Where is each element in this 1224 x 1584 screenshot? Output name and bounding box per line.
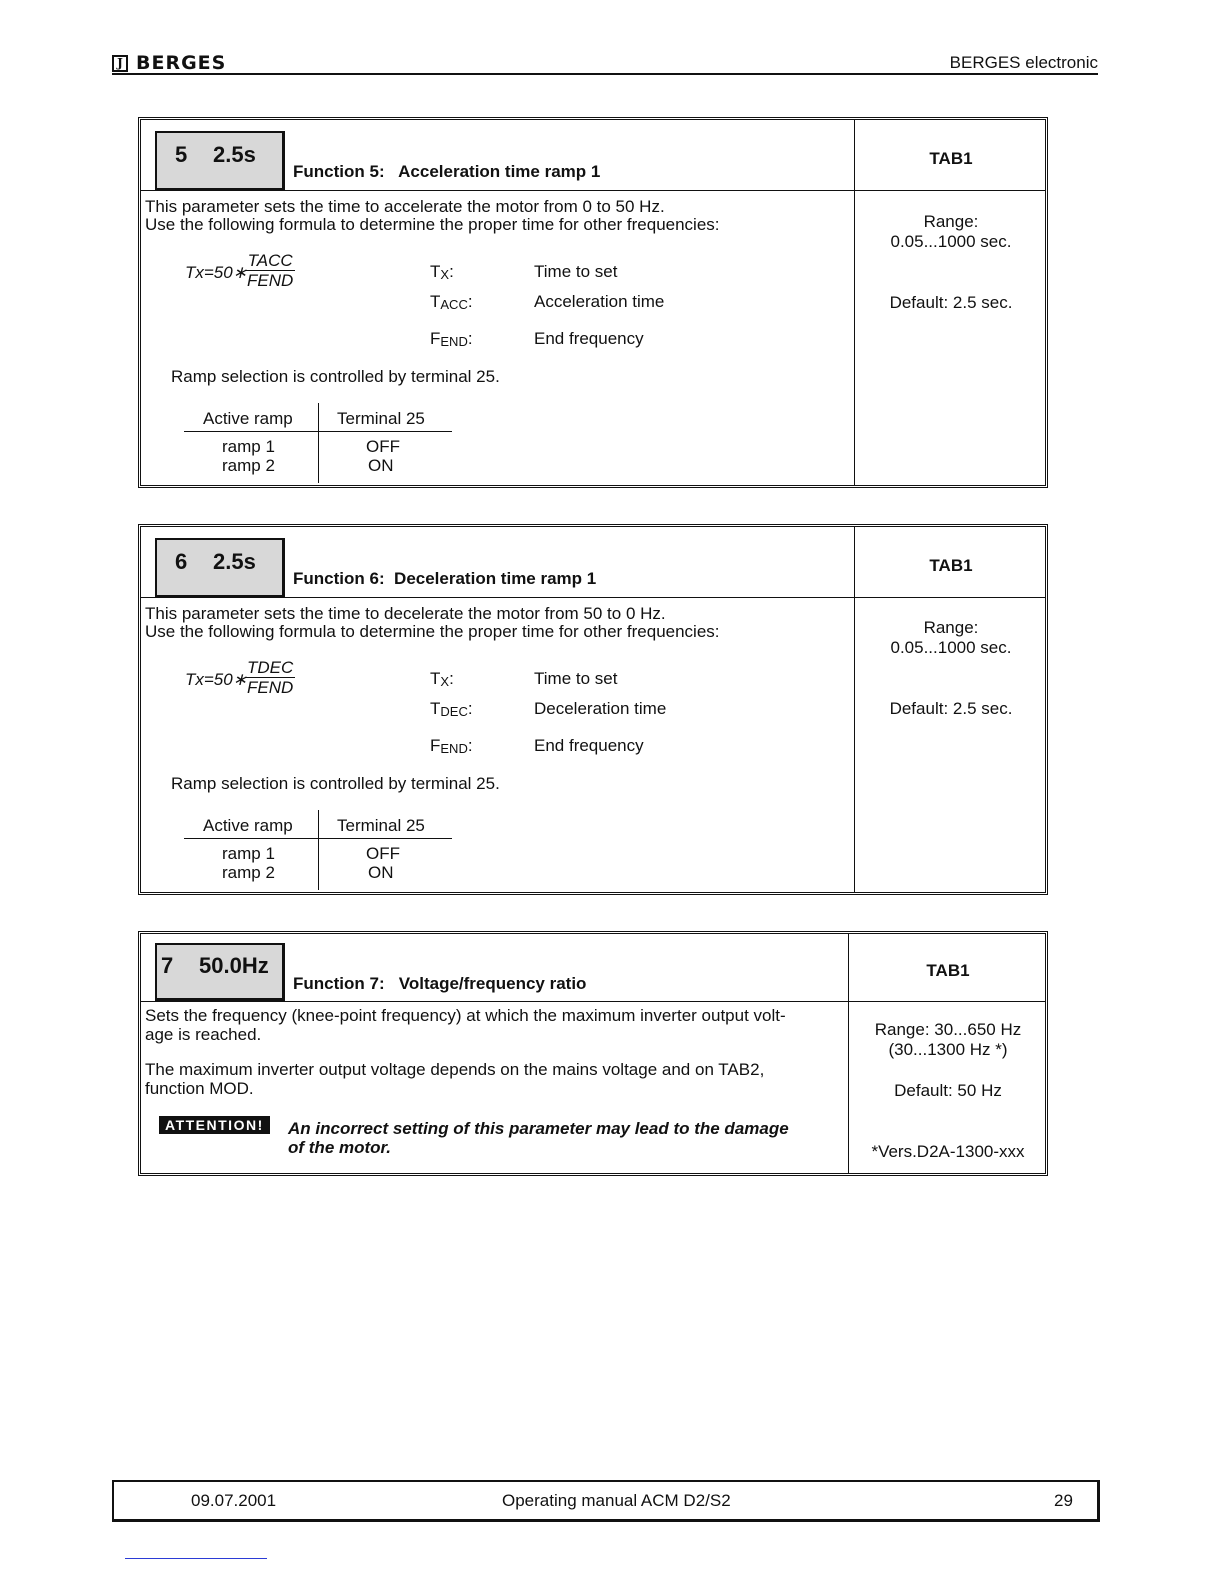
legend-text: Deceleration time	[534, 699, 667, 718]
function-5-block	[138, 117, 1048, 488]
ramp-table	[184, 810, 454, 892]
table-header: Terminal 25	[337, 816, 425, 835]
range-label: Range:	[923, 212, 979, 231]
ramp-note: Ramp selection is controlled by terminal 25.	[171, 367, 500, 386]
function-7-block	[138, 931, 1048, 1176]
formula-numerator: TACC	[245, 251, 295, 271]
parameter-number: 5	[175, 142, 188, 167]
formula-lhs: Tx=50∗	[185, 670, 247, 689]
header-rule	[112, 73, 1098, 75]
legend-symbol: $T_X$:	[430, 669, 454, 689]
legend-text: Time to set	[534, 262, 618, 281]
table-cell: ON	[368, 456, 394, 475]
legend-text: End frequency	[534, 736, 644, 755]
attention-badge: ATTENTION!	[159, 1116, 270, 1134]
parameter-display	[155, 943, 285, 1001]
berges-logo-icon: J	[112, 55, 128, 72]
legend-symbol: $T_{DEC}$:	[430, 699, 473, 719]
range-extended: (30...1300 Hz *)	[888, 1040, 1008, 1059]
row-divider	[141, 1001, 1045, 1002]
ramp-table	[184, 403, 454, 485]
table-cell: OFF	[366, 844, 400, 863]
description-line-1: This parameter sets the time to accelerate the motor from 0 to 50 Hz.	[145, 197, 665, 216]
page-footer	[112, 1480, 1100, 1522]
description-line: age is reached.	[145, 1025, 262, 1044]
table-cell: ramp 2	[222, 456, 275, 475]
description-line: Sets the frequency (knee-point frequency) at which the maximum inverter output volt-	[145, 1006, 786, 1025]
table-cell: ramp 2	[222, 863, 275, 882]
version-note: *Vers.D2A-1300-xxx	[871, 1142, 1025, 1161]
warning-line: of the motor.	[288, 1138, 391, 1157]
parameter-value: 2.5s	[213, 549, 256, 574]
legend-text: Acceleration time	[534, 292, 665, 311]
legend-text: End frequency	[534, 329, 644, 348]
legend-symbol: $T_{ACC}$:	[430, 292, 473, 312]
warning-line: An incorrect setting of this parameter may lead to the damage	[288, 1119, 789, 1138]
table-cell: ON	[368, 863, 394, 882]
parameter-value: 2.5s	[213, 142, 256, 167]
parameter-display	[155, 131, 285, 191]
legend-symbol: $T_X$:	[430, 262, 454, 282]
formula-fraction	[245, 658, 295, 698]
parameter-value: 50.0Hz	[199, 953, 269, 978]
default-value: Default: 50 Hz	[894, 1081, 1002, 1100]
bottom-link-underline	[125, 1558, 267, 1559]
default-value: Default: 2.5 sec.	[889, 293, 1013, 312]
function-title: Function 6: Deceleration time ramp 1	[293, 569, 597, 588]
tab-label: TAB1	[929, 149, 973, 168]
legend-symbol: $F_{END}$:	[430, 736, 473, 756]
tab-label: TAB1	[926, 961, 970, 980]
header-company: BERGES electronic	[949, 53, 1098, 72]
tab-label: TAB1	[929, 556, 973, 575]
footer-manual-title: Operating manual ACM D2/S2	[502, 1491, 731, 1510]
table-header: Terminal 25	[337, 409, 425, 428]
legend-symbol: $F_{END}$:	[430, 329, 473, 349]
footer-date: 09.07.2001	[191, 1491, 277, 1510]
parameter-number: 6	[175, 549, 188, 574]
formula-denominator: FEND	[247, 271, 294, 290]
table-cell: ramp 1	[222, 844, 275, 863]
berges-logo	[112, 52, 226, 74]
function-title: Function 5: Acceleration time ramp 1	[293, 162, 601, 181]
ramp-note: Ramp selection is controlled by terminal 25.	[171, 774, 500, 793]
table-cell: OFF	[366, 437, 400, 456]
function-6-block	[138, 524, 1048, 895]
description-line-2: Use the following formula to determine the proper time for other frequencies:	[145, 215, 720, 234]
table-cell: ramp 1	[222, 437, 275, 456]
footer-page-number: 29	[1054, 1491, 1073, 1510]
formula-denominator: FEND	[247, 678, 294, 697]
description-line: The maximum inverter output voltage depends on the mains voltage and on TAB2,	[145, 1060, 765, 1079]
parameter-number: 7	[161, 953, 174, 978]
range-value: Range: 30...650 Hz	[874, 1020, 1022, 1039]
formula-lhs: Tx=50∗	[185, 263, 247, 282]
table-header: Active ramp	[203, 816, 293, 835]
range-label: Range:	[923, 618, 979, 637]
legend-text: Time to set	[534, 669, 618, 688]
description-line-1: This parameter sets the time to decelerate the motor from 50 to 0 Hz.	[145, 604, 666, 623]
range-value: 0.05...1000 sec.	[890, 638, 1012, 657]
function-title: Function 7: Voltage/frequency ratio	[293, 974, 587, 993]
table-header: Active ramp	[203, 409, 293, 428]
default-value: Default: 2.5 sec.	[889, 699, 1013, 718]
formula-numerator: TDEC	[247, 658, 294, 677]
range-value: 0.05...1000 sec.	[890, 232, 1012, 251]
formula-fraction	[245, 251, 295, 291]
description-line-2: Use the following formula to determine the proper time for other frequencies:	[145, 622, 720, 641]
parameter-display	[155, 538, 285, 598]
berges-logo-text: BERGES	[136, 52, 227, 74]
description-line: function MOD.	[145, 1079, 254, 1098]
